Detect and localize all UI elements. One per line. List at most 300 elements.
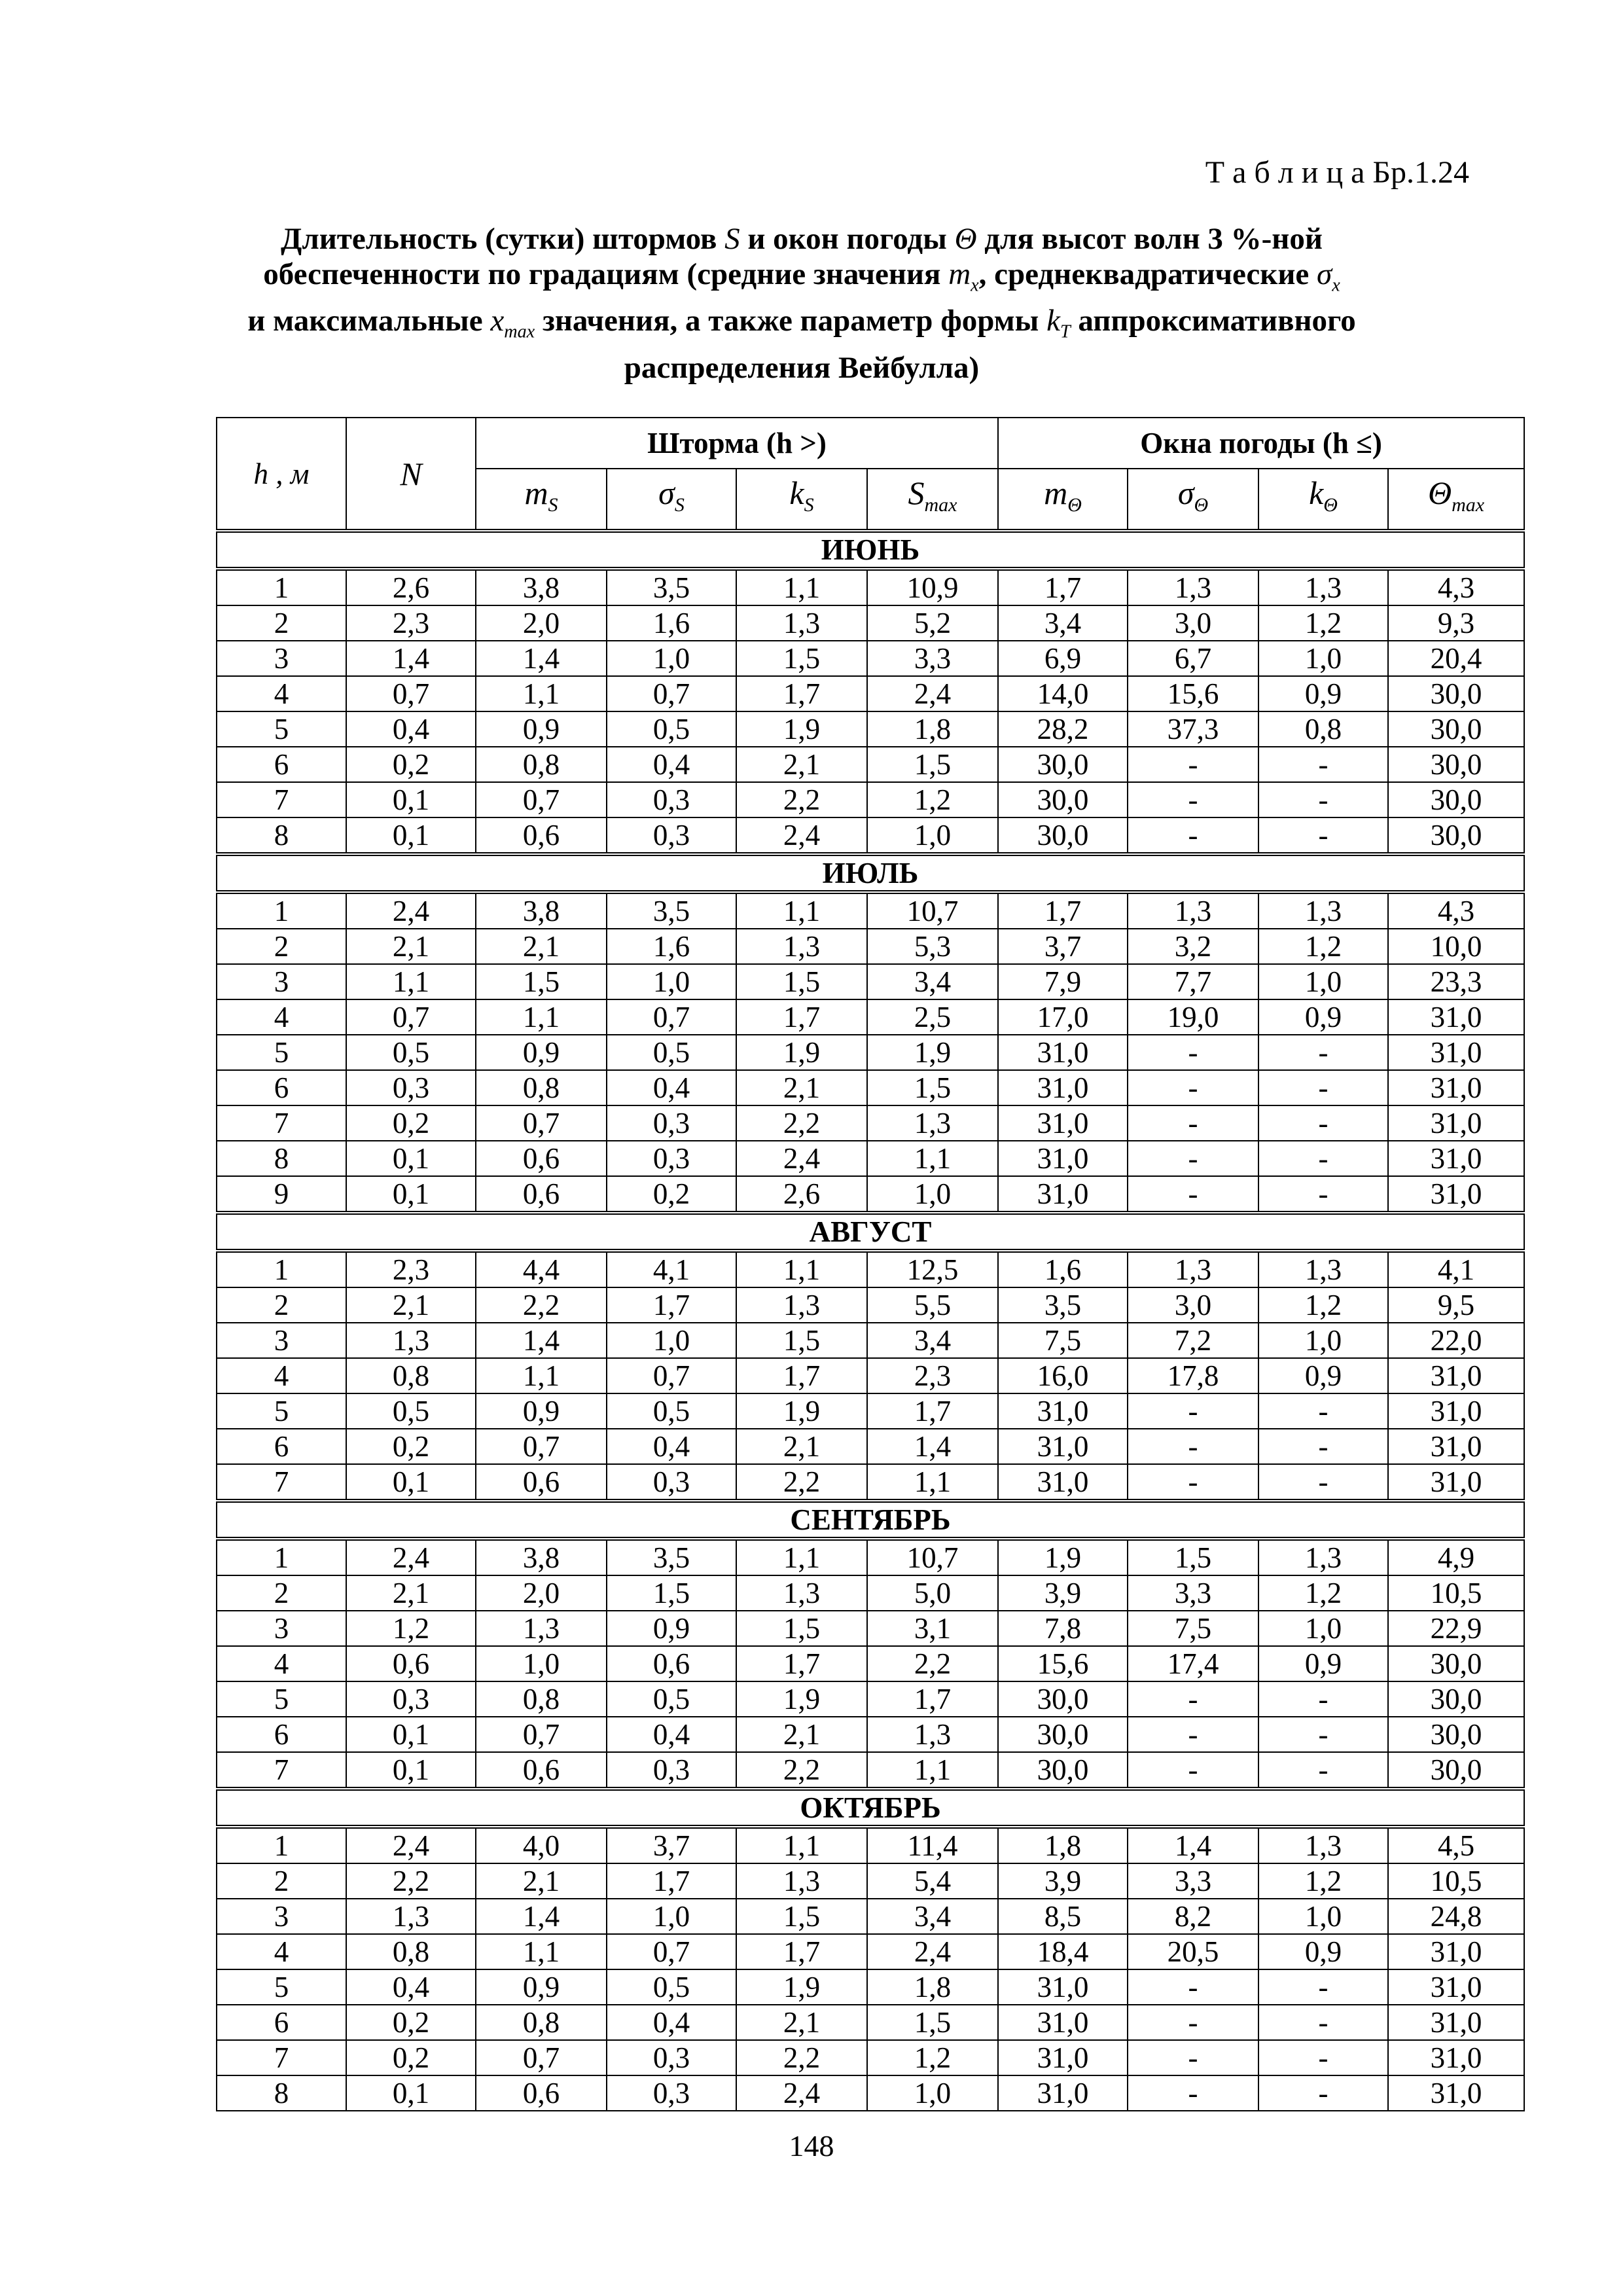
- table-cell: 0,7: [607, 1934, 736, 1969]
- table-cell: 1: [217, 1539, 346, 1575]
- table-cell: 9,3: [1388, 605, 1524, 641]
- header-col-8: $\Theta_{max}$: [1388, 469, 1524, 531]
- table-cell: 2,4: [867, 676, 998, 711]
- table-row: [217, 2005, 1524, 2040]
- table-cell: 1,3: [1128, 569, 1258, 605]
- table-cell: 3,5: [607, 569, 736, 605]
- table-cell: -: [1258, 782, 1388, 817]
- table-row: [217, 1969, 1524, 2005]
- table-cell: 1,0: [607, 1899, 736, 1934]
- table-cell: 0,8: [476, 1681, 607, 1717]
- table-cell: 1,3: [1258, 892, 1388, 929]
- table-cell: 0,1: [346, 1464, 476, 1501]
- table-cell: 6: [217, 1070, 346, 1105]
- table-cell: 31,0: [998, 2005, 1128, 2040]
- table-cell: 1,6: [607, 605, 736, 641]
- table-cell: 8: [217, 2075, 346, 2111]
- table-cell: 1,0: [867, 1176, 998, 1213]
- table-cell: 0,6: [476, 817, 607, 854]
- header-n: N: [346, 418, 476, 531]
- table-cell: 5,4: [867, 1863, 998, 1899]
- table-cell: 1,7: [867, 1393, 998, 1429]
- table-cell: 0,6: [476, 1752, 607, 1789]
- table-cell: 1,1: [736, 892, 867, 929]
- month-label: ИЮНЬ: [217, 531, 1524, 569]
- table-cell: 1,3: [736, 1287, 867, 1323]
- title-line-3: и максимальные $x_{max}$ значения, а также параметр формы $k_T$ аппроксимативного: [247, 304, 1356, 342]
- table-cell: 1,7: [736, 999, 867, 1035]
- table-cell: 4,5: [1388, 1827, 1524, 1863]
- table-cell: 10,7: [867, 892, 998, 929]
- table-cell: 2,2: [736, 782, 867, 817]
- table-cell: 1,3: [736, 1575, 867, 1611]
- table-cell: 6,7: [1128, 641, 1258, 676]
- table-cell: 1,0: [607, 964, 736, 999]
- table-cell: 5: [217, 1681, 346, 1717]
- table-cell: -: [1128, 1141, 1258, 1176]
- table-cell: 30,0: [998, 1681, 1128, 1717]
- table-cell: 1,4: [476, 1323, 607, 1358]
- table-cell: 31,0: [998, 1141, 1128, 1176]
- table-row: [217, 1105, 1524, 1141]
- table-cell: 0,7: [607, 676, 736, 711]
- table-cell: 3,9: [998, 1575, 1128, 1611]
- table-cell: 5: [217, 1969, 346, 2005]
- table-cell: 1,7: [736, 676, 867, 711]
- table-cell: 0,4: [607, 2005, 736, 2040]
- table-cell: 17,4: [1128, 1646, 1258, 1681]
- table-cell: 0,5: [346, 1035, 476, 1070]
- table-cell: 6: [217, 2005, 346, 2040]
- table-cell: 30,0: [998, 1717, 1128, 1752]
- table-cell: -: [1258, 1035, 1388, 1070]
- table-cell: 1,9: [736, 1035, 867, 1070]
- table-row: [217, 1646, 1524, 1681]
- table-cell: 17,8: [1128, 1358, 1258, 1393]
- table-cell: 30,0: [1388, 1717, 1524, 1752]
- table-cell: -: [1258, 1429, 1388, 1464]
- table-cell: 18,4: [998, 1934, 1128, 1969]
- table-cell: 0,1: [346, 1176, 476, 1213]
- table-cell: 30,0: [1388, 1646, 1524, 1681]
- table-cell: 10,7: [867, 1539, 998, 1575]
- table-cell: 30,0: [1388, 782, 1524, 817]
- table-cell: 1,7: [736, 1358, 867, 1393]
- table-cell: 3,3: [867, 641, 998, 676]
- table-cell: 7: [217, 1105, 346, 1141]
- table-cell: 1,2: [1258, 1287, 1388, 1323]
- table-cell: 7,5: [998, 1323, 1128, 1358]
- table-cell: 3,5: [998, 1287, 1128, 1323]
- table-cell: -: [1128, 1752, 1258, 1789]
- table-cell: 10,5: [1388, 1575, 1524, 1611]
- table-cell: 1,2: [867, 2040, 998, 2075]
- table-cell: -: [1128, 817, 1258, 854]
- table-cell: 1,3: [1258, 569, 1388, 605]
- table-cell: -: [1258, 2005, 1388, 2040]
- table-cell: 7,9: [998, 964, 1128, 999]
- table-cell: 30,0: [998, 817, 1128, 854]
- table-cell: 0,3: [607, 1105, 736, 1141]
- table-cell: 3,1: [867, 1611, 998, 1646]
- table-cell: 23,3: [1388, 964, 1524, 999]
- table-row: [217, 1575, 1524, 1611]
- table-cell: 0,4: [346, 711, 476, 747]
- month-row: [217, 1501, 1524, 1539]
- table-cell: 1,0: [1258, 1611, 1388, 1646]
- month-row: [217, 1789, 1524, 1827]
- table-cell: 3: [217, 1899, 346, 1934]
- table-cell: 7: [217, 2040, 346, 2075]
- table-cell: 10,0: [1388, 929, 1524, 964]
- table-cell: 0,2: [346, 1105, 476, 1141]
- table-cell: 3,5: [607, 1539, 736, 1575]
- table-cell: 1,4: [346, 641, 476, 676]
- table-cell: 31,0: [1388, 2040, 1524, 2075]
- table-cell: 17,0: [998, 999, 1128, 1035]
- table-cell: 1,1: [476, 1358, 607, 1393]
- table-cell: 4: [217, 1646, 346, 1681]
- table-cell: 1,9: [736, 1393, 867, 1429]
- table-cell: 3,3: [1128, 1863, 1258, 1899]
- table-cell: 1,4: [476, 641, 607, 676]
- month-row: [217, 854, 1524, 892]
- table-cell: 7: [217, 782, 346, 817]
- table-cell: 4,9: [1388, 1539, 1524, 1575]
- table-cell: 1,5: [867, 747, 998, 782]
- table-cell: 0,2: [346, 2005, 476, 2040]
- table-cell: 1,1: [736, 1251, 867, 1287]
- table-cell: 1,0: [1258, 641, 1388, 676]
- table-cell: -: [1258, 1393, 1388, 1429]
- table-cell: 4: [217, 676, 346, 711]
- table-cell: 0,7: [346, 999, 476, 1035]
- table-cell: 30,0: [1388, 1752, 1524, 1789]
- header-col-5: $m_\Theta$: [998, 469, 1128, 531]
- table-cell: -: [1128, 1681, 1258, 1717]
- table-cell: 2: [217, 929, 346, 964]
- table-cell: 2,4: [736, 2075, 867, 2111]
- table-cell: 0,3: [607, 782, 736, 817]
- table-cell: 0,6: [476, 1176, 607, 1213]
- table-row: [217, 1176, 1524, 1213]
- month-label: ОКТЯБРЬ: [217, 1789, 1524, 1827]
- table-cell: -: [1128, 782, 1258, 817]
- table-cell: 2: [217, 605, 346, 641]
- table-cell: 31,0: [1388, 1969, 1524, 2005]
- table-cell: 1,0: [1258, 1899, 1388, 1934]
- table-cell: 31,0: [1388, 1464, 1524, 1501]
- table-cell: 0,9: [1258, 1358, 1388, 1393]
- table-cell: 31,0: [998, 1429, 1128, 1464]
- table-cell: 1,3: [1258, 1539, 1388, 1575]
- table-cell: 31,0: [998, 2075, 1128, 2111]
- table-cell: 1,8: [998, 1827, 1128, 1863]
- table-cell: 3: [217, 964, 346, 999]
- table-cell: 6: [217, 747, 346, 782]
- table-cell: 3,0: [1128, 1287, 1258, 1323]
- table-cell: 0,2: [346, 2040, 476, 2075]
- table-cell: -: [1128, 1105, 1258, 1141]
- table-cell: 0,1: [346, 1141, 476, 1176]
- header-col-4: $S_{max}$: [867, 469, 998, 531]
- table-cell: -: [1128, 1429, 1258, 1464]
- table-cell: 1,0: [867, 2075, 998, 2111]
- table-cell: 31,0: [1388, 1429, 1524, 1464]
- table-cell: -: [1128, 2075, 1258, 2111]
- table-cell: 0,5: [607, 1393, 736, 1429]
- table-cell: -: [1128, 2040, 1258, 2075]
- table-cell: 0,4: [607, 1070, 736, 1105]
- table-cell: -: [1258, 1969, 1388, 2005]
- table-cell: 31,0: [1388, 1070, 1524, 1105]
- table-cell: -: [1258, 2075, 1388, 2111]
- table-cell: 1,1: [736, 1827, 867, 1863]
- table-cell: 1,5: [736, 1611, 867, 1646]
- table-cell: 2,1: [346, 929, 476, 964]
- table-cell: 1,5: [607, 1575, 736, 1611]
- table-cell: 0,4: [607, 1717, 736, 1752]
- table-cell: 2,4: [346, 892, 476, 929]
- table-cell: 7,7: [1128, 964, 1258, 999]
- table-cell: 0,9: [1258, 1934, 1388, 1969]
- table-cell: 2,0: [476, 605, 607, 641]
- table-cell: 3,4: [867, 1899, 998, 1934]
- month-label: АВГУСТ: [217, 1213, 1524, 1251]
- table-cell: 1,7: [867, 1681, 998, 1717]
- table-cell: 31,0: [1388, 1141, 1524, 1176]
- table-cell: 3,2: [1128, 929, 1258, 964]
- table-row: [217, 1827, 1524, 1863]
- table-cell: 1,1: [867, 1141, 998, 1176]
- table-cell: 0,1: [346, 2075, 476, 2111]
- table-row: [217, 1681, 1524, 1717]
- table-cell: 1,1: [476, 999, 607, 1035]
- table-cell: 2,6: [346, 569, 476, 605]
- header-storms: Шторма (h >): [476, 418, 998, 469]
- table-cell: 4,3: [1388, 569, 1524, 605]
- table-cell: 16,0: [998, 1358, 1128, 1393]
- table-cell: -: [1128, 1969, 1258, 2005]
- table-cell: 0,8: [476, 747, 607, 782]
- table-cell: 1,9: [736, 711, 867, 747]
- table-cell: 31,0: [998, 1035, 1128, 1070]
- table-cell: 0,3: [607, 1752, 736, 1789]
- table-cell: 31,0: [1388, 1105, 1524, 1141]
- table-cell: 3: [217, 641, 346, 676]
- table-cell: 5,5: [867, 1287, 998, 1323]
- table-row: [217, 1752, 1524, 1789]
- table-cell: 7: [217, 1752, 346, 1789]
- table-cell: 0,3: [607, 1464, 736, 1501]
- table-cell: 0,1: [346, 817, 476, 854]
- table-cell: 2,1: [736, 1717, 867, 1752]
- table-cell: 30,0: [1388, 747, 1524, 782]
- table-cell: 0,3: [607, 2075, 736, 2111]
- table-cell: 3,8: [476, 892, 607, 929]
- table-cell: 3,3: [1128, 1575, 1258, 1611]
- table-cell: 2,3: [346, 1251, 476, 1287]
- table-cell: 0,3: [607, 2040, 736, 2075]
- table-cell: 2,2: [736, 2040, 867, 2075]
- table-cell: 2,3: [867, 1358, 998, 1393]
- table-row: [217, 1323, 1524, 1358]
- table-cell: -: [1258, 747, 1388, 782]
- table-cell: -: [1258, 2040, 1388, 2075]
- table-cell: 0,2: [607, 1176, 736, 1213]
- table-cell: 1,2: [1258, 1863, 1388, 1899]
- table-cell: 30,0: [1388, 676, 1524, 711]
- table-cell: 30,0: [1388, 711, 1524, 747]
- table-cell: 0,6: [346, 1646, 476, 1681]
- table-cell: 2,0: [476, 1575, 607, 1611]
- table-cell: 0,9: [1258, 676, 1388, 711]
- table-cell: 6: [217, 1717, 346, 1752]
- table-cell: 0,7: [607, 999, 736, 1035]
- table-cell: 1,4: [867, 1429, 998, 1464]
- table-row: [217, 1358, 1524, 1393]
- table-cell: -: [1258, 817, 1388, 854]
- table-cell: 1,5: [1128, 1539, 1258, 1575]
- table-cell: 6,9: [998, 641, 1128, 676]
- table-cell: 12,5: [867, 1251, 998, 1287]
- table-cell: 1: [217, 569, 346, 605]
- table-cell: 4,3: [1388, 892, 1524, 929]
- table-cell: 0,7: [476, 1105, 607, 1141]
- table-cell: 1,7: [736, 1934, 867, 1969]
- table-cell: 2,5: [867, 999, 998, 1035]
- table-cell: 1,9: [736, 1969, 867, 2005]
- table-cell: -: [1258, 1464, 1388, 1501]
- table-cell: 3,7: [998, 929, 1128, 964]
- table-cell: 0,2: [346, 747, 476, 782]
- table-cell: 0,8: [346, 1934, 476, 1969]
- table-cell: 1,3: [867, 1105, 998, 1141]
- table-cell: 2,1: [476, 1863, 607, 1899]
- table-cell: 1,4: [476, 1899, 607, 1934]
- table-cell: 2,1: [736, 1070, 867, 1105]
- table-cell: 0,9: [476, 1969, 607, 2005]
- table-cell: 1,5: [867, 2005, 998, 2040]
- table-cell: 1,8: [867, 711, 998, 747]
- table-cell: 2,4: [867, 1934, 998, 1969]
- table-cell: 1,3: [1128, 892, 1258, 929]
- table-cell: 2,2: [476, 1287, 607, 1323]
- table-cell: 1,7: [998, 892, 1128, 929]
- table-row: [217, 605, 1524, 641]
- table-cell: 31,0: [998, 1176, 1128, 1213]
- table-cell: -: [1128, 747, 1258, 782]
- table-cell: 1,3: [1128, 1251, 1258, 1287]
- month-label: ИЮЛЬ: [217, 854, 1524, 892]
- table-cell: 24,8: [1388, 1899, 1524, 1934]
- table-cell: 1,1: [736, 1539, 867, 1575]
- table-cell: 1,1: [346, 964, 476, 999]
- table-cell: 3,9: [998, 1863, 1128, 1899]
- table-row: [217, 1251, 1524, 1287]
- table-cell: 3,4: [867, 964, 998, 999]
- page-number: 148: [789, 2129, 834, 2162]
- table-cell: 3: [217, 1611, 346, 1646]
- table-cell: 28,2: [998, 711, 1128, 747]
- header-weather-windows: Окна погоды (h ≤): [998, 418, 1524, 469]
- table-cell: 2,4: [736, 817, 867, 854]
- table-cell: 8,5: [998, 1899, 1128, 1934]
- table-cell: 0,5: [607, 1969, 736, 2005]
- table-title: [216, 221, 1387, 386]
- table-cell: 1,2: [1258, 929, 1388, 964]
- table-cell: 0,6: [476, 1141, 607, 1176]
- table-cell: 1: [217, 1251, 346, 1287]
- table-cell: 20,5: [1128, 1934, 1258, 1969]
- table-row: [217, 1070, 1524, 1105]
- table-cell: 8: [217, 817, 346, 854]
- table-cell: 1,1: [476, 1934, 607, 1969]
- header-col-3: $k_S$: [736, 469, 867, 531]
- table-cell: 1,3: [867, 1717, 998, 1752]
- table-cell: 0,7: [476, 1717, 607, 1752]
- table-cell: 2,1: [736, 2005, 867, 2040]
- table-cell: 1,0: [867, 817, 998, 854]
- table-cell: 30,0: [998, 747, 1128, 782]
- header-col-1: $m_S$: [476, 469, 607, 531]
- table-cell: 0,7: [607, 1358, 736, 1393]
- table-cell: 31,0: [1388, 1176, 1524, 1213]
- table-cell: 0,8: [346, 1358, 476, 1393]
- table-cell: 0,9: [1258, 999, 1388, 1035]
- table-cell: 31,0: [1388, 1035, 1524, 1070]
- table-cell: 5,3: [867, 929, 998, 964]
- table-cell: 1,7: [607, 1863, 736, 1899]
- table-cell: 1: [217, 892, 346, 929]
- table-cell: 0,9: [476, 1393, 607, 1429]
- table-cell: 0,1: [346, 1717, 476, 1752]
- table-cell: 31,0: [1388, 1393, 1524, 1429]
- table-cell: 2,1: [346, 1575, 476, 1611]
- table-cell: 0,6: [476, 2075, 607, 2111]
- table-cell: 2,2: [736, 1752, 867, 1789]
- table-cell: 2: [217, 1863, 346, 1899]
- table-cell: 0,6: [476, 1464, 607, 1501]
- table-row: [217, 782, 1524, 817]
- table-cell: 1,1: [867, 1752, 998, 1789]
- table-cell: -: [1128, 1464, 1258, 1501]
- table-cell: 10,9: [867, 569, 998, 605]
- header-col-2: $\sigma_S$: [607, 469, 736, 531]
- table-cell: 4,1: [1388, 1251, 1524, 1287]
- table-row: [217, 1863, 1524, 1899]
- table-cell: 8: [217, 1141, 346, 1176]
- table-row: [217, 2040, 1524, 2075]
- table-cell: 0,8: [476, 1070, 607, 1105]
- table-cell: 2,1: [346, 1287, 476, 1323]
- table-cell: 6: [217, 1429, 346, 1464]
- table-row: [217, 2075, 1524, 2111]
- title-line-1: Длительность (сутки) штормов S и окон погоды Θ для высот волн 3 %-ной: [281, 222, 1323, 256]
- table-cell: 0,5: [607, 1681, 736, 1717]
- table-cell: -: [1128, 1070, 1258, 1105]
- table-cell: 31,0: [1388, 2075, 1524, 2111]
- table-cell: 1,3: [346, 1899, 476, 1934]
- table-cell: 2: [217, 1575, 346, 1611]
- table-cell: 4: [217, 1358, 346, 1393]
- table-cell: 9,5: [1388, 1287, 1524, 1323]
- table-cell: 1,5: [736, 641, 867, 676]
- table-cell: 30,0: [998, 1752, 1128, 1789]
- table-row: [217, 1611, 1524, 1646]
- table-cell: 1,0: [607, 1323, 736, 1358]
- table-cell: 2,1: [736, 1429, 867, 1464]
